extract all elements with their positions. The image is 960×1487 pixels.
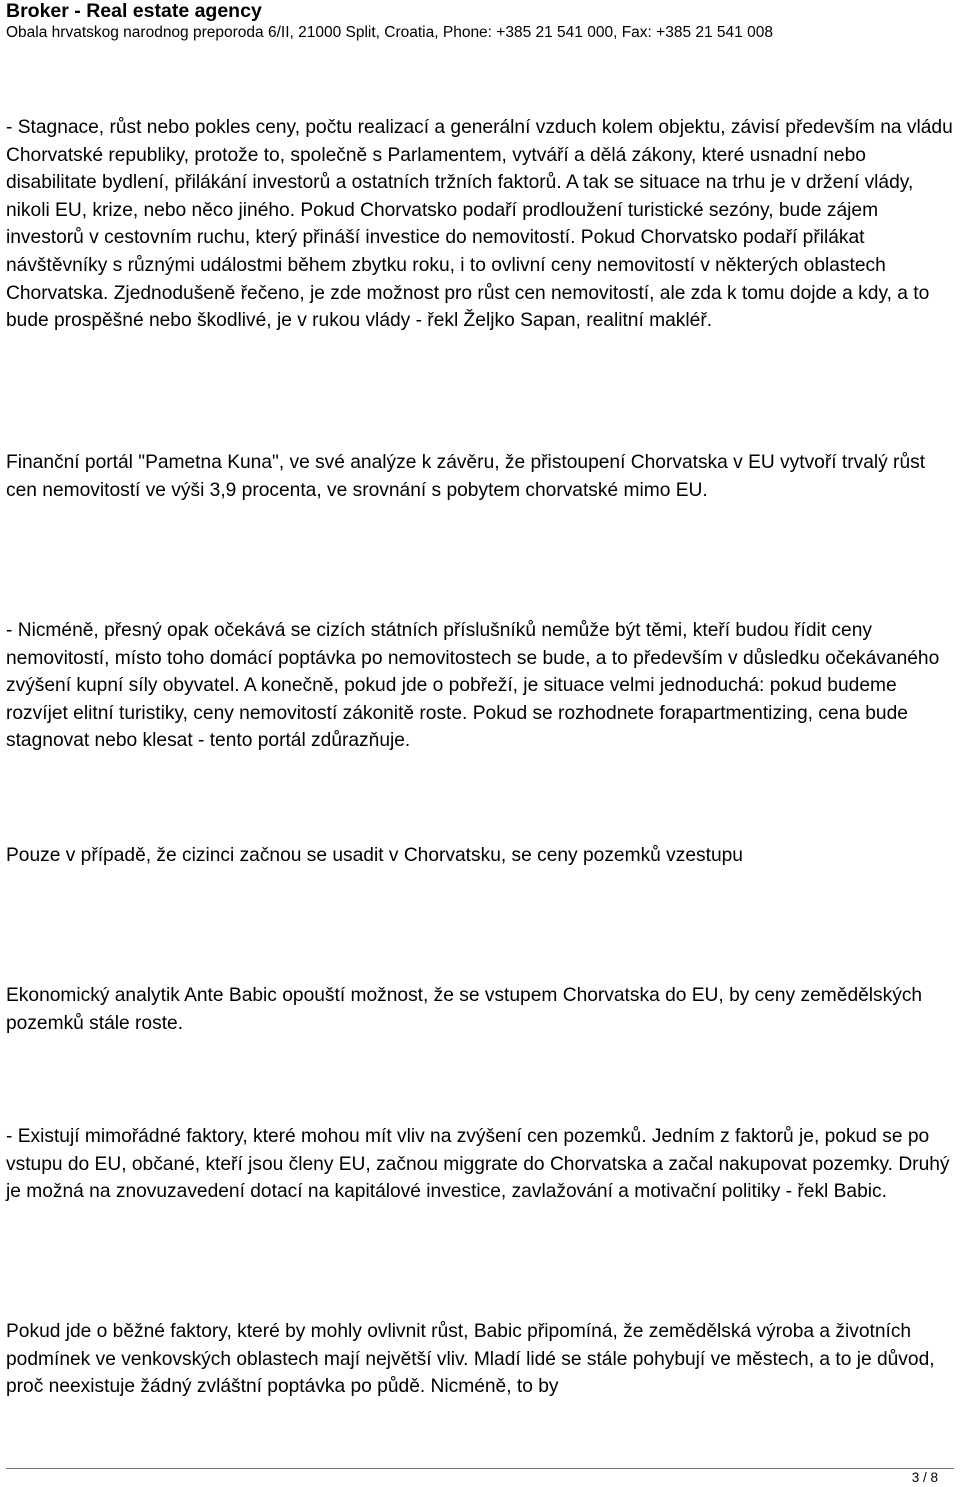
paragraph-domestic-demand: - Nicméně, přesný opak očekává se cizích státních příslušníků nemůže být těmi, kteří budou řídit ceny nemovitostí, místo toho domácí poptávka po nemovitostech se bude, a to především v důsledku očekávaného zvýšení kupní síly obyvatel. A konečně, pokud jde o pobřeží, je situace velmi jednoduchá: pokud budeme rozvíjet elitní turistiky, ceny nemovitostí zákonitě roste. Pokud se rozhodnete forapartmentizing, cena bude stagnovat nebo klesat - tento portál zdůrazňuje. — [6, 620, 940, 752]
paragraph-financial-portal: Finanční portál "Pametna Kuna", ve své analýze k závěru, že přistoupení Chorvatska v EU vytvoří trvalý růst cen nemovitostí ve výši 3,9 procenta, ve srovnání s pobytem chorvatské mimo EU. — [6, 452, 926, 501]
agency-address: Obala hrvatskog narodnog preporoda 6/II, 21000 Split, Croatia, Phone: +385 21 541 000, Fax: +385 21 541 008 — [6, 24, 773, 41]
paragraph-common-factors: Pokud jde o běžné faktory, které by mohly ovlivnit růst, Babic připomíná, že zemědělská výroba a životních podmínek ve venkovských oblastech mají největší vliv. Mladí lidé se stále pohybují ve městech, a to je důvod, proč neexistuje žádný zvláštní poptávka po půdě. Nicméně, to by — [6, 1321, 935, 1398]
paragraph-stagnation: - Stagnace, růst nebo pokles ceny, počtu realizací a generální vzduch kolem objektu, závisí především na vládu Chorvatské republiky, protože to, společně s Parlamentem, vytváří a dělá zákony, které usnadní nebo disabilitate bydlení, přilákání investorů a ostatních tržních faktorů. A tak se situace na trhu je v držení vlády, nikoli EU, krize, nebo něco jiného. Pokud Chorvatsko podaří prodloužení turistické sezóny, bude zájem investorů v cestovním ruchu, který přináší investice do nemovitostí. Pokud Chorvatsko podaří přilákat návštěvníky s různými událostmi během zbytku roku, i to ovlivní ceny nemovitostí v některých oblastech Chorvatska. Zjednodušeně řečeno, je zde možnost pro růst cen nemovitostí, ale zda k tomu dojde a kdy, a to bude prospěšné nebo škodlivé, je v rukou vlády - řekl Željko Sapan, realitní makléř. — [6, 117, 953, 332]
paragraph-land-prices-heading: Pouze v případě, že cizinci začnou se usadit v Chorvatsku, se ceny pozemků vzestupu — [6, 845, 743, 866]
page-header — [6, 0, 956, 43]
paragraph-analyst-babic: Ekonomický analytik Ante Babic opouští možnost, že se vstupem Chorvatska do EU, by ceny zemědělských pozemků stále roste. — [6, 985, 923, 1034]
paragraph-extraordinary-factors: - Existují mimořádné faktory, které mohou mít vliv na zvýšení cen pozemků. Jedním z faktorů je, pokud se po vstupu do EU, občané, kteří jsou členy EU, začnou miggrate do Chorvatska a začal nakupovat pozemky. Druhý je možná na znovuzavedení dotací na kapitálové investice, zavlažování a motivační politiky - řekl Babic. — [6, 1126, 950, 1203]
footer-divider — [6, 1468, 954, 1469]
page-number: 3 / 8 — [911, 1470, 938, 1485]
agency-title: Broker - Real estate agency — [6, 0, 262, 22]
